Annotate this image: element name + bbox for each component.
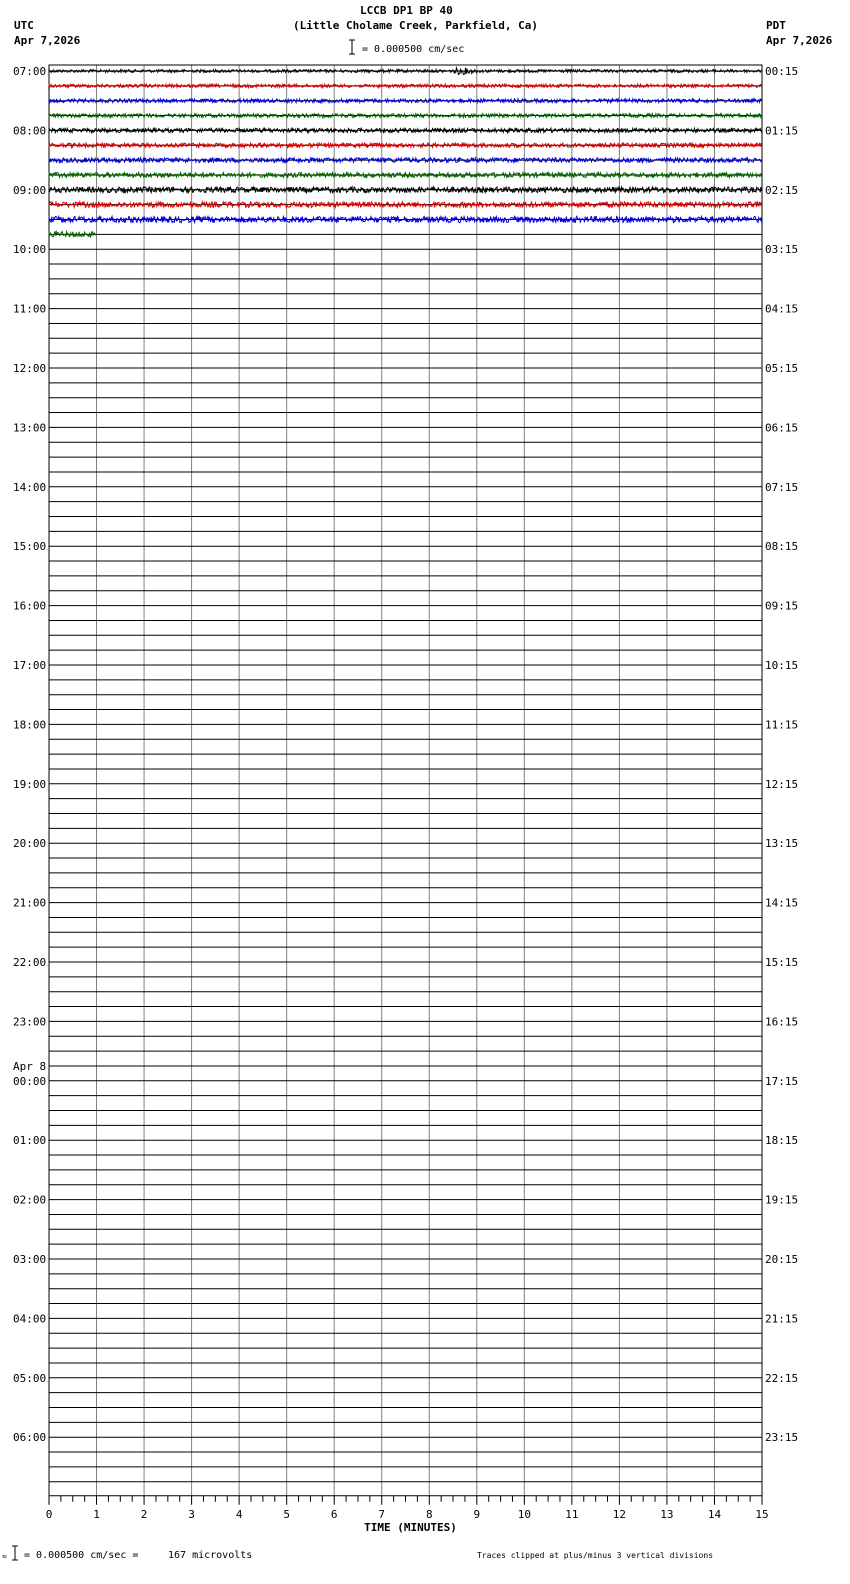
utc-hour-label: 12:00 <box>13 362 47 375</box>
x-tick-label: 6 <box>330 1507 338 1521</box>
pdt-hour-label: 05:15 <box>765 362 799 375</box>
x-tick-label: 8 <box>425 1507 433 1521</box>
utc-hour-label: 13:00 <box>13 421 47 435</box>
x-tick-label: 5 <box>283 1507 290 1521</box>
utc-hour-label: 06:00 <box>13 1431 47 1445</box>
pdt-hour-label: 19:15 <box>765 1193 799 1207</box>
pdt-hour-label: 15:15 <box>765 956 799 969</box>
utc-hour-label: 08:00 <box>13 124 47 138</box>
scale-text: = 0.000500 cm/sec <box>362 44 465 55</box>
pdt-hour-label: 14:15 <box>765 896 799 910</box>
pdt-hour-label: 11:15 <box>765 718 799 732</box>
pdt-hour-label: 21:15 <box>765 1312 799 1326</box>
pdt-hour-label: 03:15 <box>765 243 799 257</box>
seismic-trace <box>49 187 762 193</box>
utc-hour-label: 17:00 <box>13 659 47 672</box>
utc-hour-label: 23:00 <box>13 1015 47 1029</box>
x-tick-label: 10 <box>517 1507 531 1521</box>
pdt-hour-label: 12:15 <box>765 777 799 791</box>
right-timezone: PDT <box>766 19 786 32</box>
utc-hour-label: 05:00 <box>13 1371 47 1385</box>
utc-hour-label: 11:00 <box>13 302 47 316</box>
pdt-hour-label: 08:15 <box>765 540 799 554</box>
footer-clip-note: Traces clipped at plus/minus 3 vertical divisions <box>477 1551 714 1560</box>
left-timezone: UTC <box>14 19 34 32</box>
left-date: Apr 7,2026 <box>14 34 81 47</box>
utc-hour-label: 00:00 <box>13 1074 47 1088</box>
pdt-hour-label: 23:15 <box>765 1431 799 1445</box>
utc-hour-label: 09:00 <box>13 183 47 197</box>
utc-hour-label: 20:00 <box>13 837 47 851</box>
utc-hour-label: 03:00 <box>13 1253 47 1266</box>
x-tick-label: 7 <box>378 1507 386 1521</box>
x-tick-label: 12 <box>612 1507 627 1521</box>
footer-scale-text: = 0.000500 cm/sec = <box>24 1550 139 1561</box>
utc-hour-label: 10:00 <box>13 243 47 257</box>
utc-hour-label: 15:00 <box>13 540 47 554</box>
utc-hour-label: 01:00 <box>13 1134 47 1148</box>
x-tick-label: 1 <box>93 1507 100 1521</box>
seismic-trace <box>49 128 762 132</box>
pdt-hour-label: 10:15 <box>765 659 799 672</box>
footer-scale-bar-icon <box>10 1545 20 1561</box>
seismic-trace <box>49 143 762 147</box>
right-date: Apr 7,2026 <box>766 34 833 47</box>
chart-subtitle: (Little Cholame Creek, Parkfield, Ca) <box>293 19 539 32</box>
utc-hour-label: 04:00 <box>13 1312 47 1326</box>
utc-hour-label: 14:00 <box>13 480 47 494</box>
seismic-trace <box>49 84 762 87</box>
pdt-hour-label: 16:15 <box>765 1015 799 1029</box>
pdt-hour-label: 01:15 <box>765 124 799 138</box>
pdt-hour-label: 07:15 <box>765 480 799 494</box>
x-tick-label: 4 <box>235 1507 243 1521</box>
pdt-hour-label: 13:15 <box>765 837 799 851</box>
x-tick-label: 9 <box>473 1507 481 1521</box>
footer-microvolts: 167 microvolts <box>168 1550 253 1561</box>
x-tick-label: 14 <box>707 1507 722 1521</box>
chart-title: LCCB DP1 BP 40 <box>360 4 453 17</box>
x-tick-label: 13 <box>660 1507 674 1521</box>
utc-hour-label: 16:00 <box>13 599 47 613</box>
x-axis-label: TIME (MINUTES) <box>364 1520 457 1534</box>
utc-hour-label: 07:00 <box>13 65 47 78</box>
utc-hour-label: 02:00 <box>13 1193 47 1207</box>
utc-hour-label: 19:00 <box>13 777 47 791</box>
pdt-hour-label: 18:15 <box>765 1134 799 1148</box>
x-tick-label: 2 <box>140 1507 148 1521</box>
seismic-trace <box>49 68 762 75</box>
pdt-hour-label: 02:15 <box>765 183 799 197</box>
x-tick-label: 3 <box>188 1507 195 1521</box>
x-tick-label: 15 <box>755 1507 769 1521</box>
utc-hour-label: 22:00 <box>13 956 47 969</box>
pdt-hour-label: 06:15 <box>765 421 799 435</box>
pdt-hour-label: 22:15 <box>765 1371 799 1385</box>
pdt-hour-label: 04:15 <box>765 302 799 316</box>
pdt-hour-label: 20:15 <box>765 1253 799 1266</box>
plot-frame <box>49 65 762 1496</box>
footer-marker: ≈ <box>2 1552 7 1561</box>
pdt-hour-label: 00:15 <box>765 65 799 78</box>
x-tick-label: 11 <box>565 1507 579 1521</box>
seismic-trace <box>49 232 96 237</box>
pdt-hour-label: 17:15 <box>765 1074 799 1088</box>
seismic-trace <box>49 173 762 178</box>
utc-hour-label: 21:00 <box>13 896 47 910</box>
date-change-label: Apr 8 <box>13 1059 47 1073</box>
pdt-hour-label: 09:15 <box>765 599 799 613</box>
x-tick-label: 0 <box>45 1507 53 1521</box>
utc-hour-label: 18:00 <box>13 718 47 732</box>
